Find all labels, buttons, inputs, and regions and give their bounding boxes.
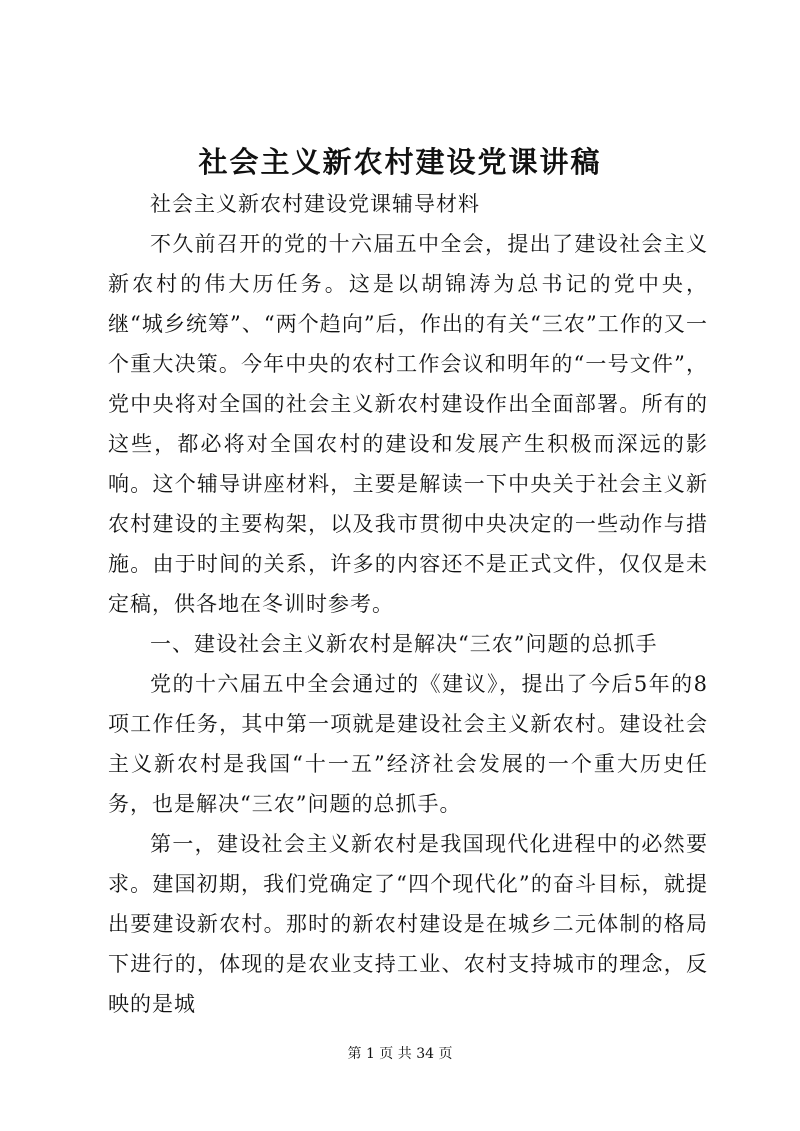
- section-heading-1: 一、建设社会主义新农村是解决“三农”问题的总抓手: [150, 632, 658, 656]
- section-1-paragraph-1: 党的十六届五中全会通过的《建议》，提出了今后5年的8项工作任务，其中第一项就是建设社会主义新农村。建设社会主义新农村是我国“十一五”经济社会发展的一个重大历史任务，也是解决“三农”问题的总抓手。: [108, 672, 708, 816]
- page-footer: 第 1 页 共 34 页: [347, 1046, 453, 1062]
- intro-paragraph: 不久前召开的党的十六届五中全会，提出了建设社会主义新农村的伟大历任务。这是以胡锦涛为总书记的党中央，继“城乡统筹”、“两个趋向”后，作出的有关“三农”工作的又一个重大决策。今年中央的农村工作会议和明年的“一号文件”，党中央将对全国的社会主义新农村建设作出全面部署。所有的这些，都必将对全国农村的建设和发展产生积极而深远的影响。这个辅导讲座材料，主要是解读一下中央关于社会主义新农村建设的主要构架，以及我市贯彻中央决定的一些动作与措施。由于时间的关系，许多的内容还不是正式文件，仅仅是未定稿，供各地在冬训时参考。: [108, 232, 708, 616]
- subtitle-paragraph: 社会主义新农村建设党课辅导材料: [150, 192, 480, 216]
- document-body: [108, 184, 708, 1024]
- section-1-paragraph-2: 第一，建设社会主义新农村是我国现代化进程中的必然要求。建国初期，我们党确定了“四个现代化”的奋斗目标，就提出要建设新农村。那时的新农村建设是在城乡二元体制的格局下进行的，体现的是农业支持工业、农村支持城市的理念，反映的是城: [108, 832, 708, 1016]
- document-title: 社会主义新农村建设党课讲稿: [198, 145, 602, 179]
